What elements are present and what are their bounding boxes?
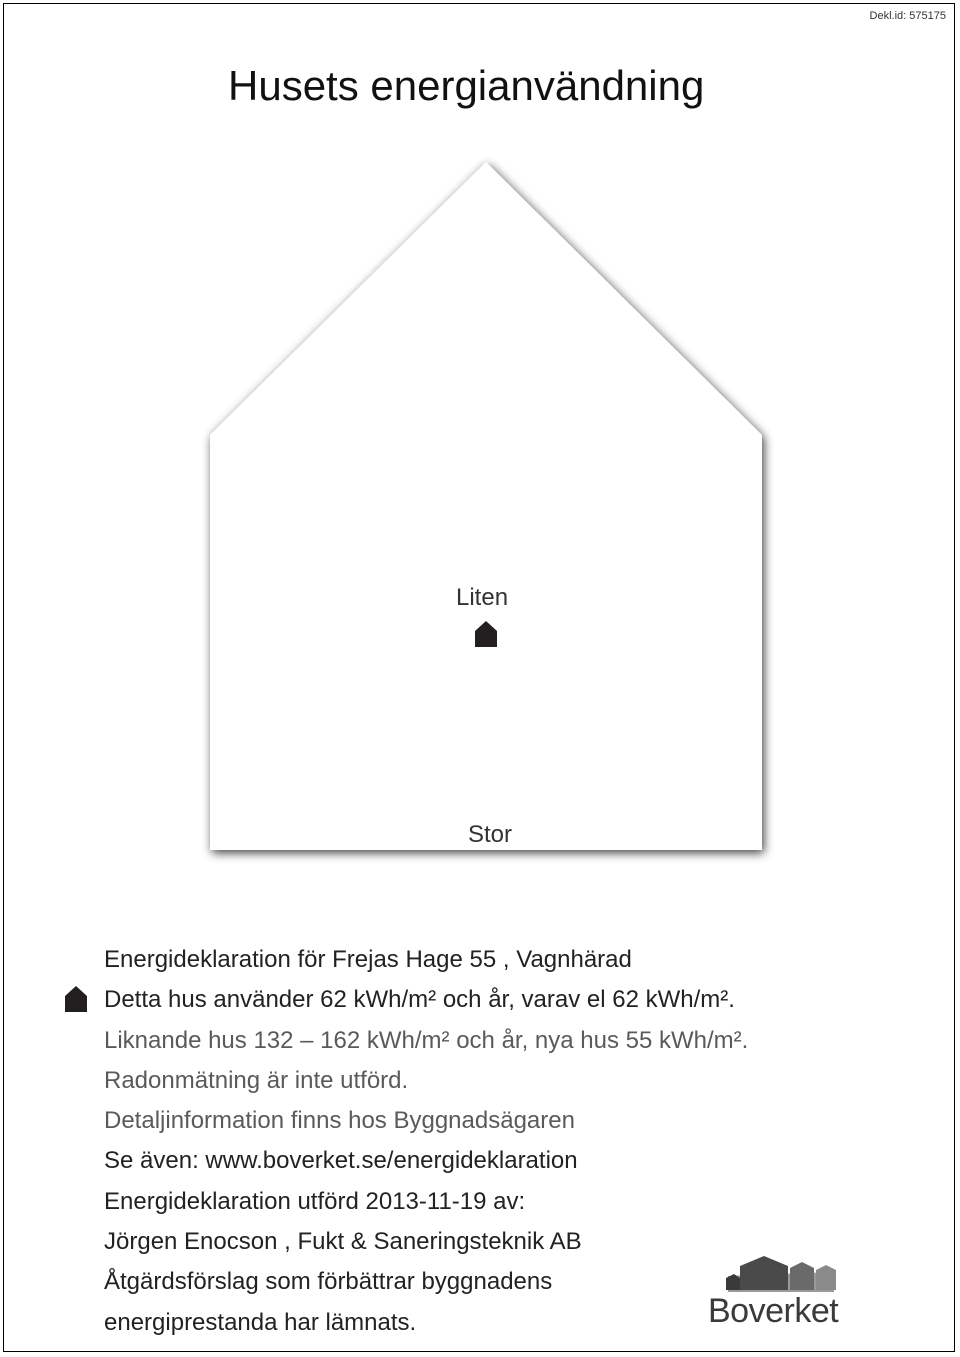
house-marker-icon xyxy=(64,985,88,1013)
scale-label-small: Liten xyxy=(456,584,509,611)
energy-info-text xyxy=(104,940,749,1343)
info-line-inspector: Jörgen Enocson , Fukt & Saneringsteknik AB xyxy=(104,1228,582,1256)
info-line-radon: Radonmätning är inte utförd. xyxy=(104,1066,409,1094)
house-marker-icon xyxy=(474,620,498,648)
info-line-comparison: Liknande hus 132 – 162 kWh/m² och år, nya hus 55 kWh/m². xyxy=(104,1026,749,1054)
boverket-logo-icon xyxy=(706,1252,856,1292)
declaration-id: Dekl.id: 575175 xyxy=(869,10,946,22)
info-line-details: Detaljinformation finns hos Byggnadsägaren xyxy=(104,1107,575,1135)
info-line-date: Energideklaration utförd 2013-11-19 av: xyxy=(104,1187,526,1215)
info-line-website: Se även: www.boverket.se/energideklaration xyxy=(104,1147,578,1175)
info-line-address: Energideklaration för Frejas Hage 55 , Vagnhärad xyxy=(104,946,632,973)
scale-label-large: Stor xyxy=(468,821,513,848)
info-line-measures: Åtgärdsförslag som förbättrar byggnadens xyxy=(104,1268,553,1296)
boverket-logo-text: Boverket xyxy=(708,1292,839,1330)
page-title: Husets energianvändning xyxy=(228,62,705,109)
info-line-usage: Detta hus använder 62 kWh/m² och år, varav el 62 kWh/m². xyxy=(104,986,735,1014)
info-line-performance: energiprestanda har lämnats. xyxy=(104,1308,417,1336)
